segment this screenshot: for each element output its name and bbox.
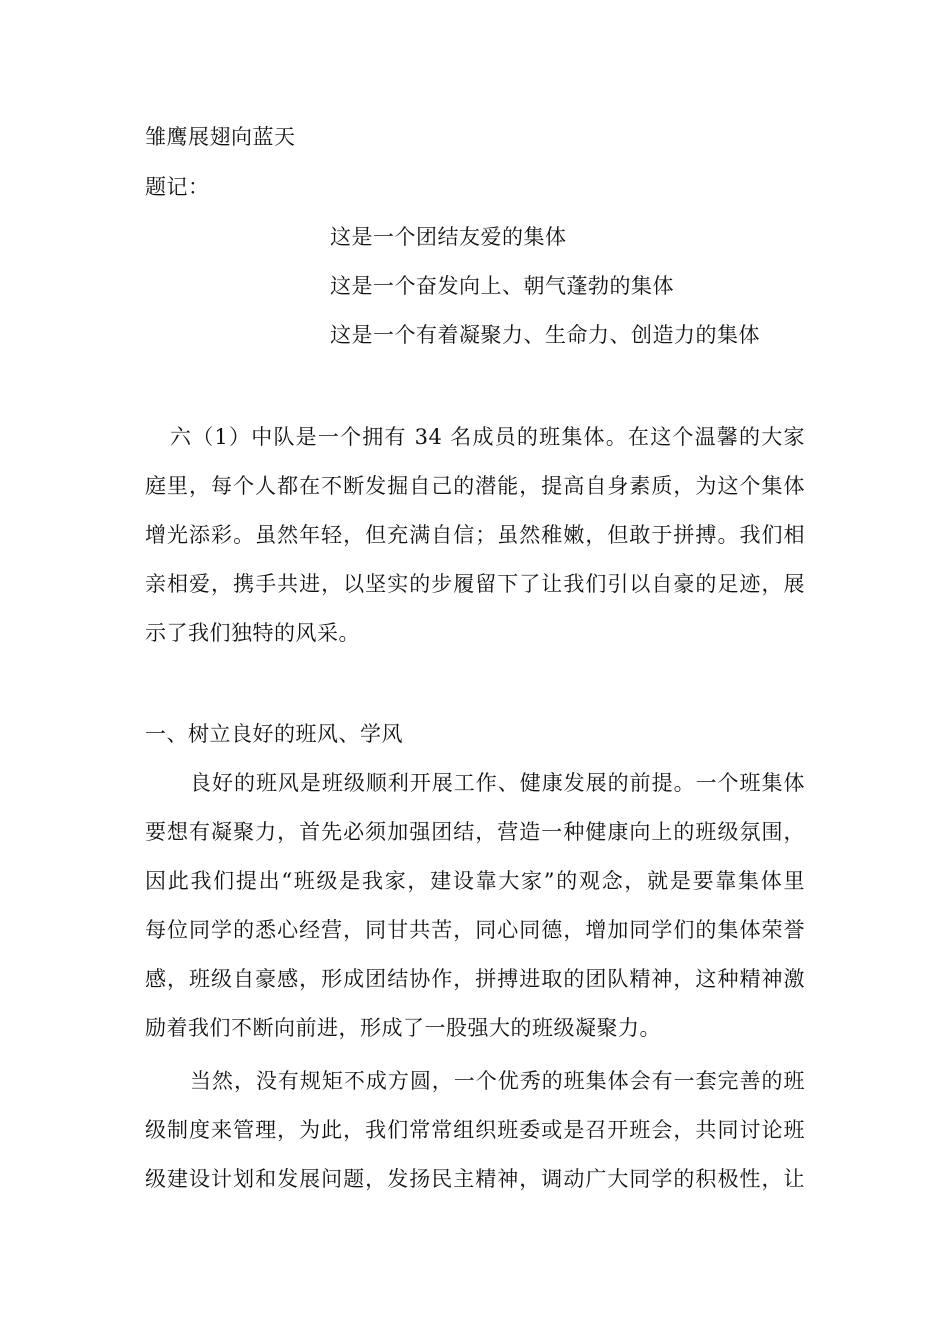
paragraph-line: 级建设计划和发展问题，发扬民主精神，调动广大同学的积极性，让: [145, 1167, 805, 1191]
intro-line: 增光添彩。虽然年轻，但充满自信；虽然稚嫩，但敢于拼搏。我们相: [145, 523, 805, 547]
paragraph-line: 要想有凝聚力，首先必须加强团结，营造一种健康向上的班级氛围，: [145, 820, 805, 844]
intro-line: 示了我们独特的风采。: [145, 621, 360, 645]
paragraph-line: 感，班级自豪感，形成团结协作，拼搏进取的团队精神，这种精神激: [145, 967, 805, 991]
paragraph-line: 级制度来管理，为此，我们常常组织班委或是召开班会，共同讨论班: [145, 1118, 805, 1142]
paragraph-line: 励着我们不断向前进，形成了一股强大的班级凝聚力。: [145, 1016, 661, 1040]
epigraph-line: 这是一个团结友爱的集体: [330, 225, 567, 249]
intro-line: 六（1）中队是一个拥有 34 名成员的班集体。在这个温馨的大家: [170, 425, 805, 449]
document-title: 雏鹰展翅向蓝天: [145, 125, 296, 149]
intro-line: 庭里，每个人都在不断发掘自己的潜能，提高自身素质，为这个集体: [145, 474, 805, 498]
epigraph-line: 这是一个有着凝聚力、生命力、创造力的集体: [330, 323, 760, 347]
epigraph-label: 题记：: [145, 175, 210, 199]
paragraph-line: 每位同学的悉心经营，同甘共苦，同心同德，增加同学们的集体荣誉: [145, 918, 805, 942]
paragraph-line: 当然，没有规矩不成方圆，一个优秀的班集体会有一套完善的班: [190, 1069, 805, 1093]
paragraph-line: 良好的班风是班级顺利开展工作、健康发展的前提。一个班集体: [190, 771, 805, 795]
intro-line: 亲相爱，携手共进，以坚实的步履留下了让我们引以自豪的足迹，展: [145, 572, 805, 596]
epigraph-line: 这是一个奋发向上、朝气蓬勃的集体: [330, 274, 674, 298]
section-heading: 一、树立良好的班风、学风: [145, 722, 403, 746]
paragraph-line: 因此我们提出“班级是我家，建设靠大家”的观念，就是要靠集体里: [145, 869, 805, 893]
